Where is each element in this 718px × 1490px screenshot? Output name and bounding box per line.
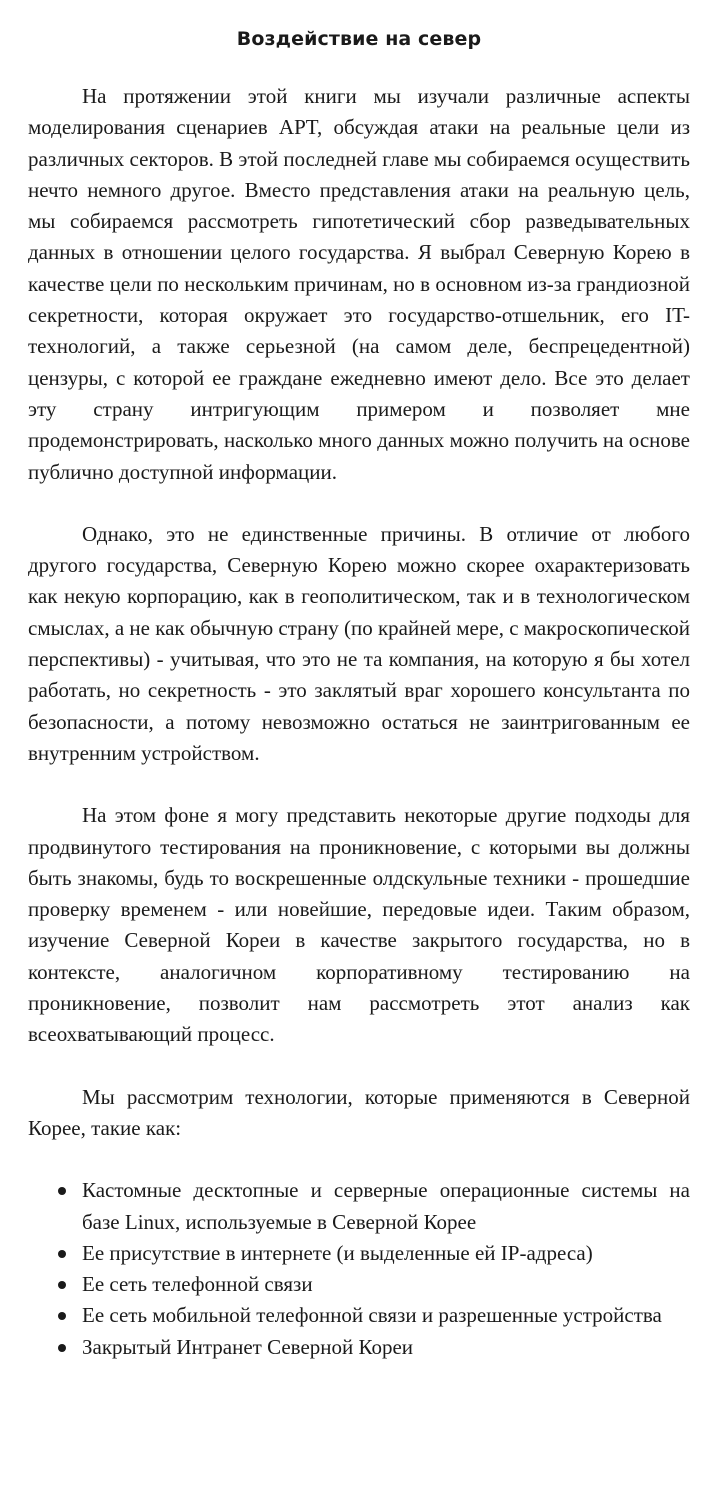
list-item <box>28 1238 690 1269</box>
bullet-icon <box>58 1312 66 1320</box>
technology-list <box>28 1175 690 1363</box>
bullet-icon <box>58 1344 66 1352</box>
bullet-icon <box>58 1250 66 1258</box>
paragraph-gap <box>28 1144 690 1175</box>
paragraph-gap <box>28 1051 690 1082</box>
list-item-text: Ее сеть мобильной телефонной связи и разрешенные устройства <box>82 1303 662 1328</box>
list-item <box>28 1269 690 1300</box>
document-title: Воздействие на север <box>236 28 482 50</box>
list-item-text: Кастомные десктопные и серверные операционные системы на базе Linux, используемые в Северной Корее <box>82 1178 690 1234</box>
paragraph-approaches: На этом фоне я могу представить некоторые другие подходы для продвинутого тестирования на проникновение, с которыми вы должны быть знакомы, будь то воскрешенные олдскульные техники - прошедшие проверку временем - или новейшие, передовые идеи. Таким образом, изучение Северной Кореи в качестве закрытого государства, но в контексте, аналогичном корпоративному тестированию на проникновение, позволит нам рассмотреть этот анализ как всеохватывающий процесс. <box>28 803 690 1047</box>
paragraph-gap <box>28 769 690 800</box>
bullet-icon <box>58 1281 66 1289</box>
list-item-text: Закрытый Интранет Северной Кореи <box>82 1334 414 1359</box>
paragraph-intro: На протяжении этой книги мы изучали различные аспекты моделирования сценариев APT, обсуждая атаки на реальные цели из различных секторов. В этой последней главе мы собираемся осуществить нечто немного другое. Вместо представления атаки на реальную цель, мы собираемся рассмотреть гипотетический сбор разведывательных данных в отношении целого государства. Я выбрал Северную Корею в качестве цели по нескольким причинам, но в основном из-за грандиозной секретности, которая окружает это государство-отшельник, его IT-технологий, а также серьезной (на самом деле, беспрецедентной) цензуры, с которой ее граждане ежедневно имеют дело. Все это делает эту страну интригующим примером и позволяет мне продемонстрировать, насколько много данных можно получить на основе публично доступной информации. <box>28 84 690 484</box>
list-item-text: Ее присутствие в интернете (и выделенные ей IP-адреса) <box>82 1240 593 1265</box>
document-page <box>28 22 690 1363</box>
paragraph-technologies-intro: Мы рассмотрим технологии, которые применяются в Северной Корее, такие как: <box>28 1084 690 1140</box>
list-item <box>28 1300 690 1331</box>
paragraph-reasons: Однако, это не единственные причины. В отличие от любого другого государства, Северную Корею можно скорее охарактеризовать как некую корпорацию, как в геополитическом, так и в технологическом смыслах, а не как обычную страну (по крайней мере, с макроскопической перспективы) - учитывая, что это не та компания, на которую я бы хотел работать, но секретность - это заклятый враг хорошего консультанта по безопасности, а потому невозможно остаться не заинтригованным ее внутренним устройством. <box>28 521 690 765</box>
list-item <box>28 1332 690 1363</box>
list-item-text: Ее сеть телефонной связи <box>82 1272 313 1297</box>
bullet-icon <box>58 1187 66 1195</box>
paragraph-gap <box>28 488 690 519</box>
list-item <box>28 1175 690 1238</box>
